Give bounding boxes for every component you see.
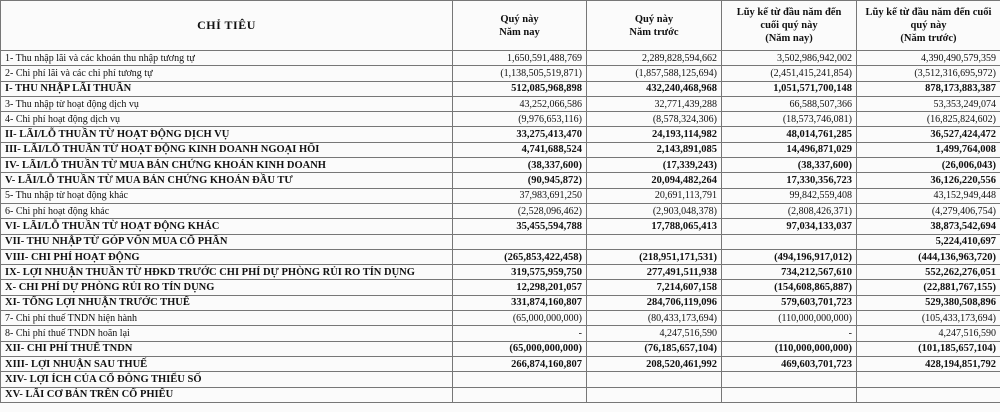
row-value: (110,000,000,000) <box>722 341 857 356</box>
row-label: IX- LỢI NHUẬN THUẦN TỪ HĐKD TRƯỚC CHI PHÍ DỰ PHÒNG RỦI RO TÍN DỤNG <box>1 265 453 280</box>
row-value: 319,575,959,750 <box>453 265 587 280</box>
row-value: (2,451,415,241,854) <box>722 66 857 81</box>
row-value: 20,691,113,791 <box>587 188 722 203</box>
header-line: quý này <box>910 20 947 31</box>
row-value: - <box>722 326 857 341</box>
table-row <box>1 96 1000 111</box>
row-value: 43,252,066,586 <box>453 96 587 111</box>
row-label: VII- THU NHẬP TỪ GÓP VỐN MUA CỔ PHẦN <box>1 234 453 249</box>
table-row <box>1 249 1000 264</box>
row-value: 17,788,065,413 <box>587 219 722 234</box>
row-value: 284,706,119,096 <box>587 295 722 310</box>
table-row <box>1 326 1000 341</box>
row-label: XIII- LỢI NHUẬN SAU THUẾ <box>1 356 453 371</box>
row-label: 8- Chi phí thuế TNDN hoãn lại <box>1 326 453 341</box>
row-value: 266,874,160,807 <box>453 356 587 371</box>
table-row <box>1 311 1000 326</box>
row-value: 35,455,594,788 <box>453 219 587 234</box>
table-header-row <box>1 1 1000 51</box>
row-label: XII- CHI PHÍ THUẾ TNDN <box>1 341 453 356</box>
row-value: (4,279,406,754) <box>857 203 1000 218</box>
row-value: 4,390,490,579,359 <box>857 51 1000 66</box>
row-label: XI- TỔNG LỢI NHUẬN TRƯỚC THUẾ <box>1 295 453 310</box>
header-line: cuối quý này <box>760 20 818 31</box>
header-line: Quý này <box>634 13 674 25</box>
table-row <box>1 188 1000 203</box>
row-label: 1- Thu nhập lãi và các khoản thu nhập tương tự <box>1 51 453 66</box>
row-value: (76,185,657,104) <box>587 341 722 356</box>
row-value: (1,857,588,125,694) <box>587 66 722 81</box>
row-value <box>722 387 857 402</box>
table-row <box>1 341 1000 356</box>
header-line: Năm nay <box>499 26 540 38</box>
row-value: (110,000,000,000) <box>722 311 857 326</box>
row-value: 36,126,220,556 <box>857 173 1000 188</box>
row-value: (494,196,917,012) <box>722 249 857 264</box>
row-value: - <box>453 326 587 341</box>
row-value: 97,034,133,037 <box>722 219 857 234</box>
table-body <box>1 51 1000 403</box>
table-row <box>1 66 1000 81</box>
row-label: 5- Thu nhập từ hoạt động khác <box>1 188 453 203</box>
row-value: 20,094,482,264 <box>587 173 722 188</box>
row-value: (22,881,767,155) <box>857 280 1000 295</box>
row-value: 1,051,571,700,148 <box>722 81 857 96</box>
row-value: 4,247,516,590 <box>857 326 1000 341</box>
header-line: Năm trước <box>629 26 679 38</box>
table-row <box>1 142 1000 157</box>
row-value: 33,275,413,470 <box>453 127 587 142</box>
row-value: (8,578,324,306) <box>587 112 722 127</box>
row-value: 17,330,356,723 <box>722 173 857 188</box>
row-value: 43,152,949,448 <box>857 188 1000 203</box>
row-value: 878,173,883,387 <box>857 81 1000 96</box>
row-value: (101,185,657,104) <box>857 341 1000 356</box>
table-row <box>1 158 1000 173</box>
row-value: 32,771,439,288 <box>587 96 722 111</box>
row-value: (9,976,653,116) <box>453 112 587 127</box>
row-value: 579,603,701,723 <box>722 295 857 310</box>
header-line: (Năm nay) <box>765 33 813 44</box>
row-value: (17,339,243) <box>587 158 722 173</box>
header-ytd-current <box>722 1 857 51</box>
row-value: (105,433,173,694) <box>857 311 1000 326</box>
table-row <box>1 234 1000 249</box>
row-value: 36,527,424,472 <box>857 127 1000 142</box>
table-row <box>1 173 1000 188</box>
row-value: (26,006,043) <box>857 158 1000 173</box>
row-value: 1,650,591,488,769 <box>453 51 587 66</box>
row-value: (65,000,000,000) <box>453 311 587 326</box>
table-row <box>1 356 1000 371</box>
header-prior-quarter <box>587 1 722 51</box>
row-value <box>857 387 1000 402</box>
row-value: 331,874,160,807 <box>453 295 587 310</box>
row-label: II- LÃI/LỖ THUẦN TỪ HOẠT ĐỘNG DỊCH VỤ <box>1 127 453 142</box>
row-value: (2,528,096,462) <box>453 203 587 218</box>
row-value: 3,502,986,942,002 <box>722 51 857 66</box>
row-value: 428,194,851,792 <box>857 356 1000 371</box>
row-value: 208,520,461,992 <box>587 356 722 371</box>
row-label: VIII- CHI PHÍ HOẠT ĐỘNG <box>1 249 453 264</box>
row-value: (16,825,824,602) <box>857 112 1000 127</box>
row-label: VI- LÃI/LỖ THUẦN TỪ HOẠT ĐỘNG KHÁC <box>1 219 453 234</box>
row-value: (154,608,865,887) <box>722 280 857 295</box>
row-value: 7,214,607,158 <box>587 280 722 295</box>
row-value: 277,491,511,938 <box>587 265 722 280</box>
row-value <box>453 372 587 387</box>
header-ytd-prior <box>857 1 1000 51</box>
row-value: (38,337,600) <box>722 158 857 173</box>
header-line: Lũy kế từ đầu năm đến cuối <box>865 7 992 18</box>
row-value: (90,945,872) <box>453 173 587 188</box>
row-value <box>587 234 722 249</box>
table-row <box>1 112 1000 127</box>
row-label: III- LÃI/LỖ THUẦN TỪ HOẠT ĐỘNG KINH DOANH NGOẠI HỐI <box>1 142 453 157</box>
row-value: 5,224,410,697 <box>857 234 1000 249</box>
row-value: 37,983,691,250 <box>453 188 587 203</box>
row-value: 2,289,828,594,662 <box>587 51 722 66</box>
row-value <box>722 234 857 249</box>
table-row <box>1 265 1000 280</box>
row-value: (444,136,963,720) <box>857 249 1000 264</box>
row-value <box>587 387 722 402</box>
row-label: I- THU NHẬP LÃI THUẦN <box>1 81 453 96</box>
row-value: (65,000,000,000) <box>453 341 587 356</box>
row-value <box>453 387 587 402</box>
row-label: XV- LÃI CƠ BẢN TRÊN CỔ PHIẾU <box>1 387 453 402</box>
row-value <box>722 372 857 387</box>
table-row <box>1 295 1000 310</box>
row-label: X- CHI PHÍ DỰ PHÒNG RỦI RO TÍN DỤNG <box>1 280 453 295</box>
row-value: 53,353,249,074 <box>857 96 1000 111</box>
row-label: XIV- LỢI ÍCH CỦA CỔ ĐÔNG THIỂU SỐ <box>1 372 453 387</box>
row-value: 1,499,764,008 <box>857 142 1000 157</box>
row-value: 66,588,507,366 <box>722 96 857 111</box>
header-line: (Năm trước) <box>900 33 957 44</box>
table-row <box>1 219 1000 234</box>
row-value <box>453 234 587 249</box>
row-label: 7- Chi phí thuế TNDN hiện hành <box>1 311 453 326</box>
table-row <box>1 81 1000 96</box>
row-value: 12,298,201,057 <box>453 280 587 295</box>
row-value: (3,512,316,695,972) <box>857 66 1000 81</box>
row-value: 734,212,567,610 <box>722 265 857 280</box>
row-label: 2- Chi phí lãi và các chi phí tương tự <box>1 66 453 81</box>
row-label: IV- LÃI/LỖ THUẦN TỪ MUA BÁN CHỨNG KHOÁN KINH DOANH <box>1 158 453 173</box>
row-label: 6- Chi phí hoạt động khác <box>1 203 453 218</box>
table-row <box>1 51 1000 66</box>
row-label: 3- Thu nhập từ hoạt động dịch vụ <box>1 96 453 111</box>
row-value: 24,193,114,982 <box>587 127 722 142</box>
row-value: (1,138,505,519,871) <box>453 66 587 81</box>
row-value: 469,603,701,723 <box>722 356 857 371</box>
row-value: 48,014,761,285 <box>722 127 857 142</box>
row-value: (18,573,746,081) <box>722 112 857 127</box>
row-label: 4- Chi phí hoạt động dịch vụ <box>1 112 453 127</box>
table-row <box>1 203 1000 218</box>
header-line: Lũy kế từ đầu năm đến <box>736 7 842 18</box>
row-value: 529,380,508,896 <box>857 295 1000 310</box>
table-row <box>1 372 1000 387</box>
row-value: 432,240,468,968 <box>587 81 722 96</box>
header-indicator: CHỈ TIÊU <box>1 1 453 51</box>
row-value <box>857 372 1000 387</box>
row-value: (2,903,048,378) <box>587 203 722 218</box>
row-value: (2,808,426,371) <box>722 203 857 218</box>
row-value: (38,337,600) <box>453 158 587 173</box>
table-row <box>1 387 1000 402</box>
row-value: 38,873,542,694 <box>857 219 1000 234</box>
row-value: 2,143,891,085 <box>587 142 722 157</box>
row-value: 512,085,968,898 <box>453 81 587 96</box>
header-line: Quý này <box>500 13 539 25</box>
table-row <box>1 127 1000 142</box>
row-value <box>587 372 722 387</box>
table-row <box>1 280 1000 295</box>
row-value: 552,262,276,051 <box>857 265 1000 280</box>
row-label: V- LÃI/LỖ THUẦN TỪ MUA BÁN CHỨNG KHOÁN ĐẦU TƯ <box>1 173 453 188</box>
row-value: 99,842,559,408 <box>722 188 857 203</box>
row-value: (218,951,171,531) <box>587 249 722 264</box>
header-current-quarter <box>453 1 587 51</box>
row-value: (80,433,173,694) <box>587 311 722 326</box>
row-value: 4,247,516,590 <box>587 326 722 341</box>
row-value: (265,853,422,458) <box>453 249 587 264</box>
row-value: 4,741,688,524 <box>453 142 587 157</box>
row-value: 14,496,871,029 <box>722 142 857 157</box>
